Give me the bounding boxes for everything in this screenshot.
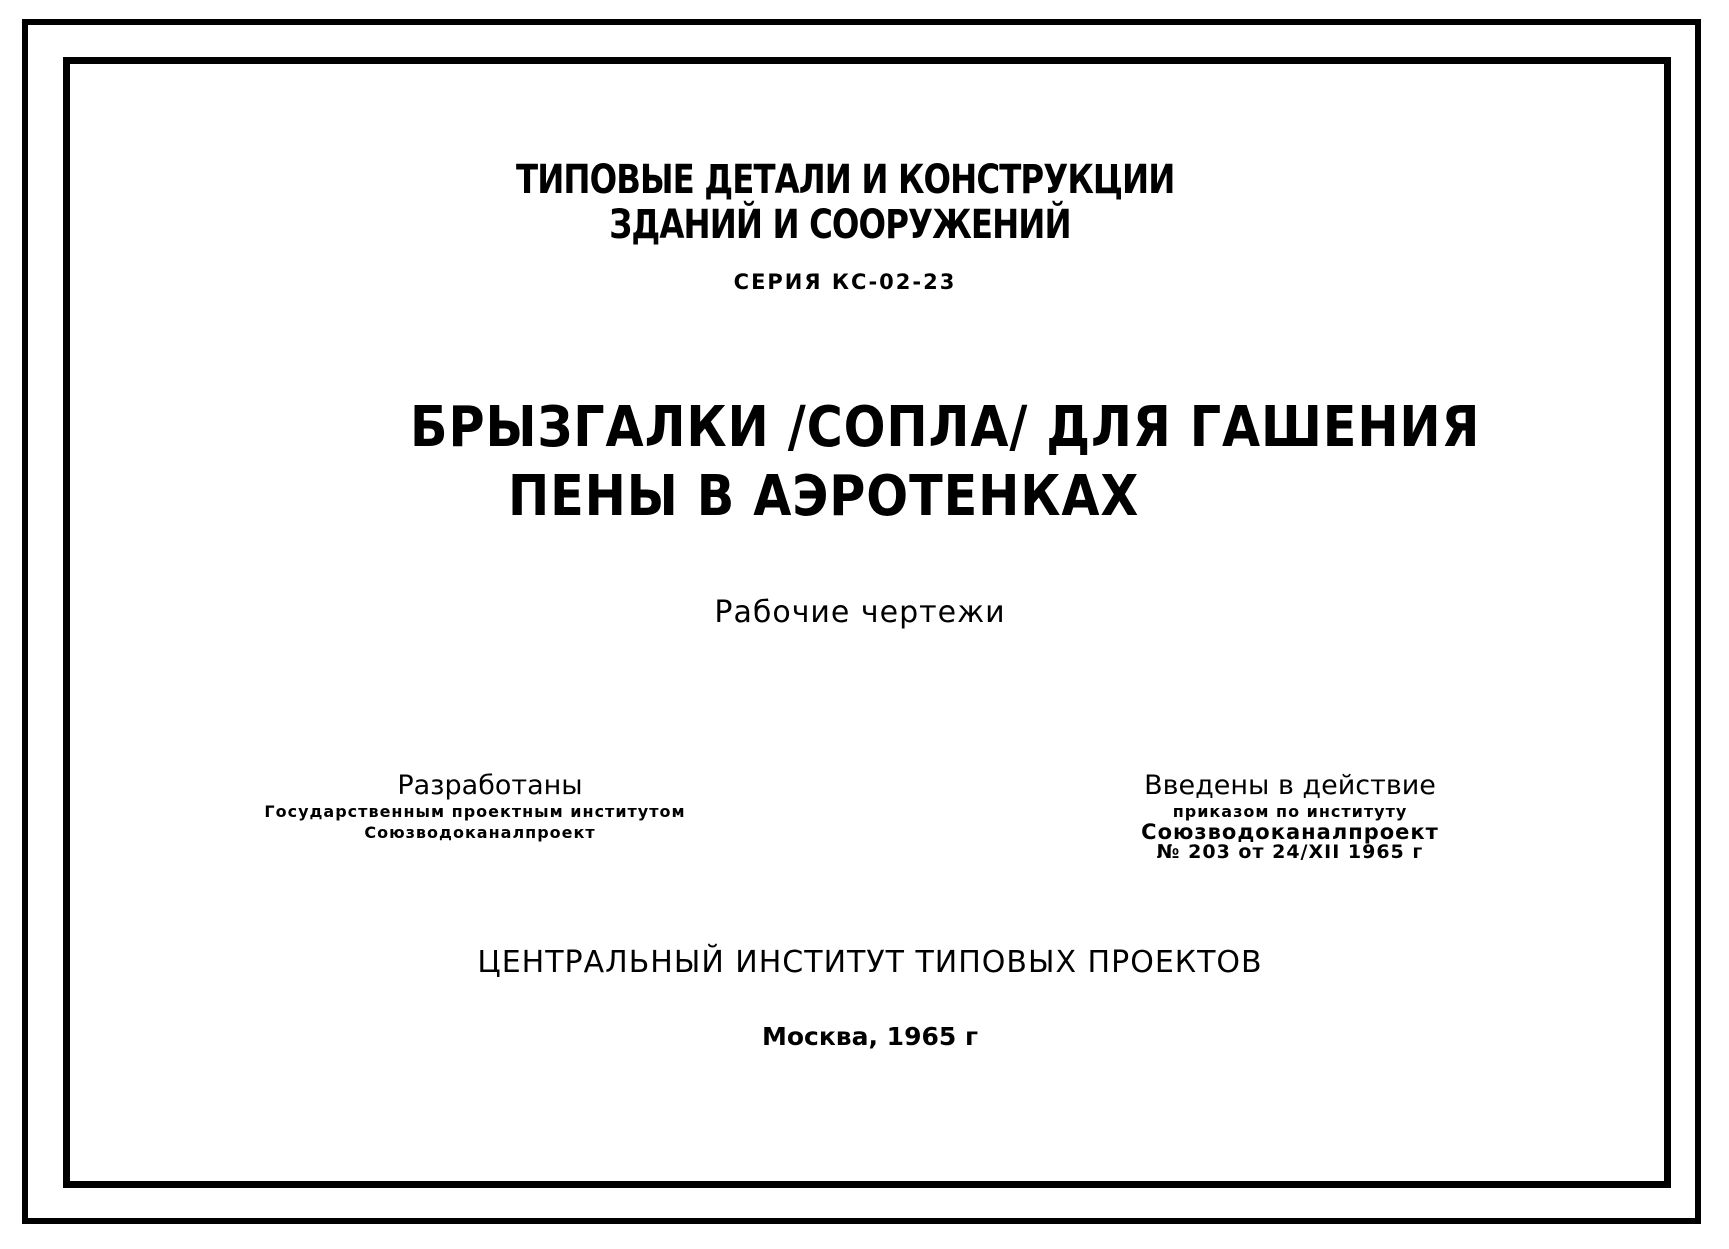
- subtitle: Рабочие чертежи: [714, 595, 1006, 630]
- developed-line-2: Союзводоканалпроект: [364, 823, 596, 842]
- series-label: СЕРИЯ КС-02-23: [733, 270, 957, 294]
- developed-line-1: Государственным проектным институтом: [264, 802, 686, 821]
- enacted-line-2: Союзводоканалпроект: [1141, 820, 1439, 844]
- enacted-heading: Введены в действие: [1144, 770, 1436, 801]
- developed-heading: Разработаны: [397, 770, 583, 801]
- enacted-line-3: № 203 от 24/XII 1965 г: [1156, 841, 1424, 863]
- publisher: ЦЕНТРАЛЬНЫЙ ИНСТИТУТ ТИПОВЫХ ПРОЕКТОВ: [477, 945, 1263, 980]
- header-line-2: ЗДАНИЙ И СООРУЖЕНИЙ: [609, 202, 1071, 248]
- title-line-2: ПЕНЫ В АЭРОТЕНКАХ: [508, 464, 1140, 529]
- title-line-1: БРЫЗГАЛКИ /СОПЛА/ ДЛЯ ГАШЕНИЯ: [410, 395, 1481, 460]
- enacted-line-1: приказом по институту: [1172, 802, 1408, 821]
- city-year: Москва, 1965 г: [761, 1022, 979, 1051]
- header-line-1: ТИПОВЫЕ ДЕТАЛИ И КОНСТРУКЦИИ: [516, 157, 1175, 203]
